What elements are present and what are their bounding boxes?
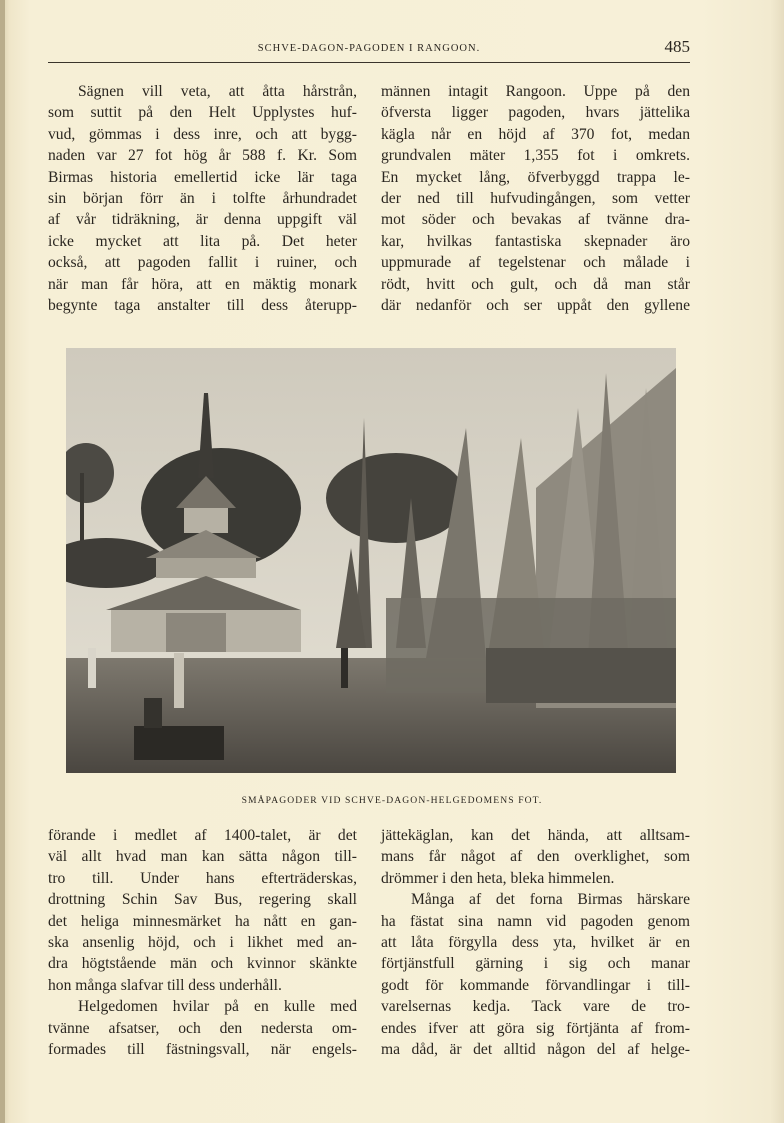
text-line: kägla når en höjd af 370 fot, medan [381, 125, 690, 143]
text-line: Många af det forna Birmas härskare [411, 891, 690, 909]
text-line: ha fästat sina namn vid pagoden genom [381, 912, 690, 930]
text-line: hon många slafvar till dess underhåll. [48, 976, 282, 994]
text-line: Birmas historia emellertid icke lär taga [48, 168, 357, 186]
text-line: Helgedomen hvilar på en kulle med [78, 998, 357, 1016]
text-line: som suttit på den Helt Upplystes huf- [48, 104, 357, 122]
text-line: rödt, hvitt och gult, och då man står [381, 275, 690, 293]
text-line: En mycket lång, öfverbyggd trappa le- [381, 168, 690, 186]
text-line: drottning Schin Sav Bus, regering skall [48, 891, 357, 909]
page-header [48, 37, 690, 65]
text-line: Sägnen vill veta, att åtta hårstrån, [78, 83, 357, 100]
text-line: jättekäglan, kan det hända, att alltsam- [381, 827, 690, 844]
text-line: dra högtstående män och kvinnor skänkte [48, 955, 357, 973]
text-line: sin början förr än i tolfte århundradet [48, 189, 357, 207]
text-line: öfversta ligger pagoden, hvars jättelika [381, 104, 690, 122]
text-column-bottom-left [48, 825, 357, 1060]
text-line: drömmer i den heta, bleka himmelen. [381, 869, 615, 887]
running-title: SCHVE-DAGON-PAGODEN I RANGOON. [257, 43, 481, 54]
text-column-top-left [48, 81, 357, 316]
text-line: der ned till hufvudingången, som vetter [381, 189, 690, 207]
text-line: ma dåd, är det alltid någon del af helge- [381, 1040, 690, 1058]
page-number: 485 [664, 37, 690, 56]
header-rule [48, 62, 690, 63]
text-line: varelsernas kedja. Tack vare de tro- [381, 998, 690, 1016]
text-line: väl allt hvad man kan sätta någon till- [48, 848, 357, 866]
text-line: formades till fästningsvall, när engels- [48, 1040, 357, 1058]
text-line: tvänne afsatser, och den nedersta om- [48, 1019, 357, 1037]
text-line: mot söder och bevakas af tvänne dra- [381, 211, 690, 229]
text-line: naden var 27 fot hög år 588 f. Kr. Som [48, 147, 357, 165]
text-line: endes ifver att göra sig förtjänta af from- [381, 1019, 690, 1037]
text-line: där nedanför och ser uppåt den gyllene [381, 296, 690, 314]
figure-caption: SMÅPAGODER VID SCHVE-DAGON-HELGEDOMENS FOT. [241, 795, 543, 806]
text-line: att låta förgylla dess yta, hvilket är en [381, 933, 690, 951]
text-line: grundvalen mäter 1,355 fot i omkrets. [381, 147, 690, 165]
text-line: mans får något af den overklighet, som [381, 848, 690, 866]
text-column-bottom-right [381, 825, 690, 1060]
page-edge [0, 0, 5, 1123]
text-line: af vår tidräkning, är denna uppgift väl [48, 211, 357, 229]
text-column-top-right [381, 81, 690, 316]
text-line: förtjänstfull gärning i sig och manar [381, 955, 690, 973]
text-line: icke mycket att lita på. Det heter [48, 232, 357, 250]
text-line: vud, gömmas i dess inre, och att bygg- [48, 125, 357, 143]
text-line: uppmurade af tegelstenar och målade i [381, 254, 690, 272]
text-line: kar, hvilkas fantastiska skepnader äro [381, 232, 690, 250]
text-line: begynte taga anstalter till dess återupp- [48, 296, 357, 314]
text-line: förande i medlet af 1400-talet, är det [48, 827, 357, 844]
text-line: tro till. Under hans efterträderskas, [48, 869, 357, 887]
text-line: männen intagit Rangoon. Uppe på den [381, 83, 690, 100]
text-line: det heliga minnesmärket ha nått en gan- [48, 912, 357, 930]
pagoda-photograph [66, 348, 676, 773]
text-line: också, att pagoden fallit i ruiner, och [48, 254, 357, 272]
text-line: godt för kommande förvandlingar i till- [381, 976, 690, 994]
text-line: ska ansenlig höjd, och i likhet med an- [48, 933, 357, 951]
text-line: när man får höra, att en mäktig monark [48, 275, 357, 293]
